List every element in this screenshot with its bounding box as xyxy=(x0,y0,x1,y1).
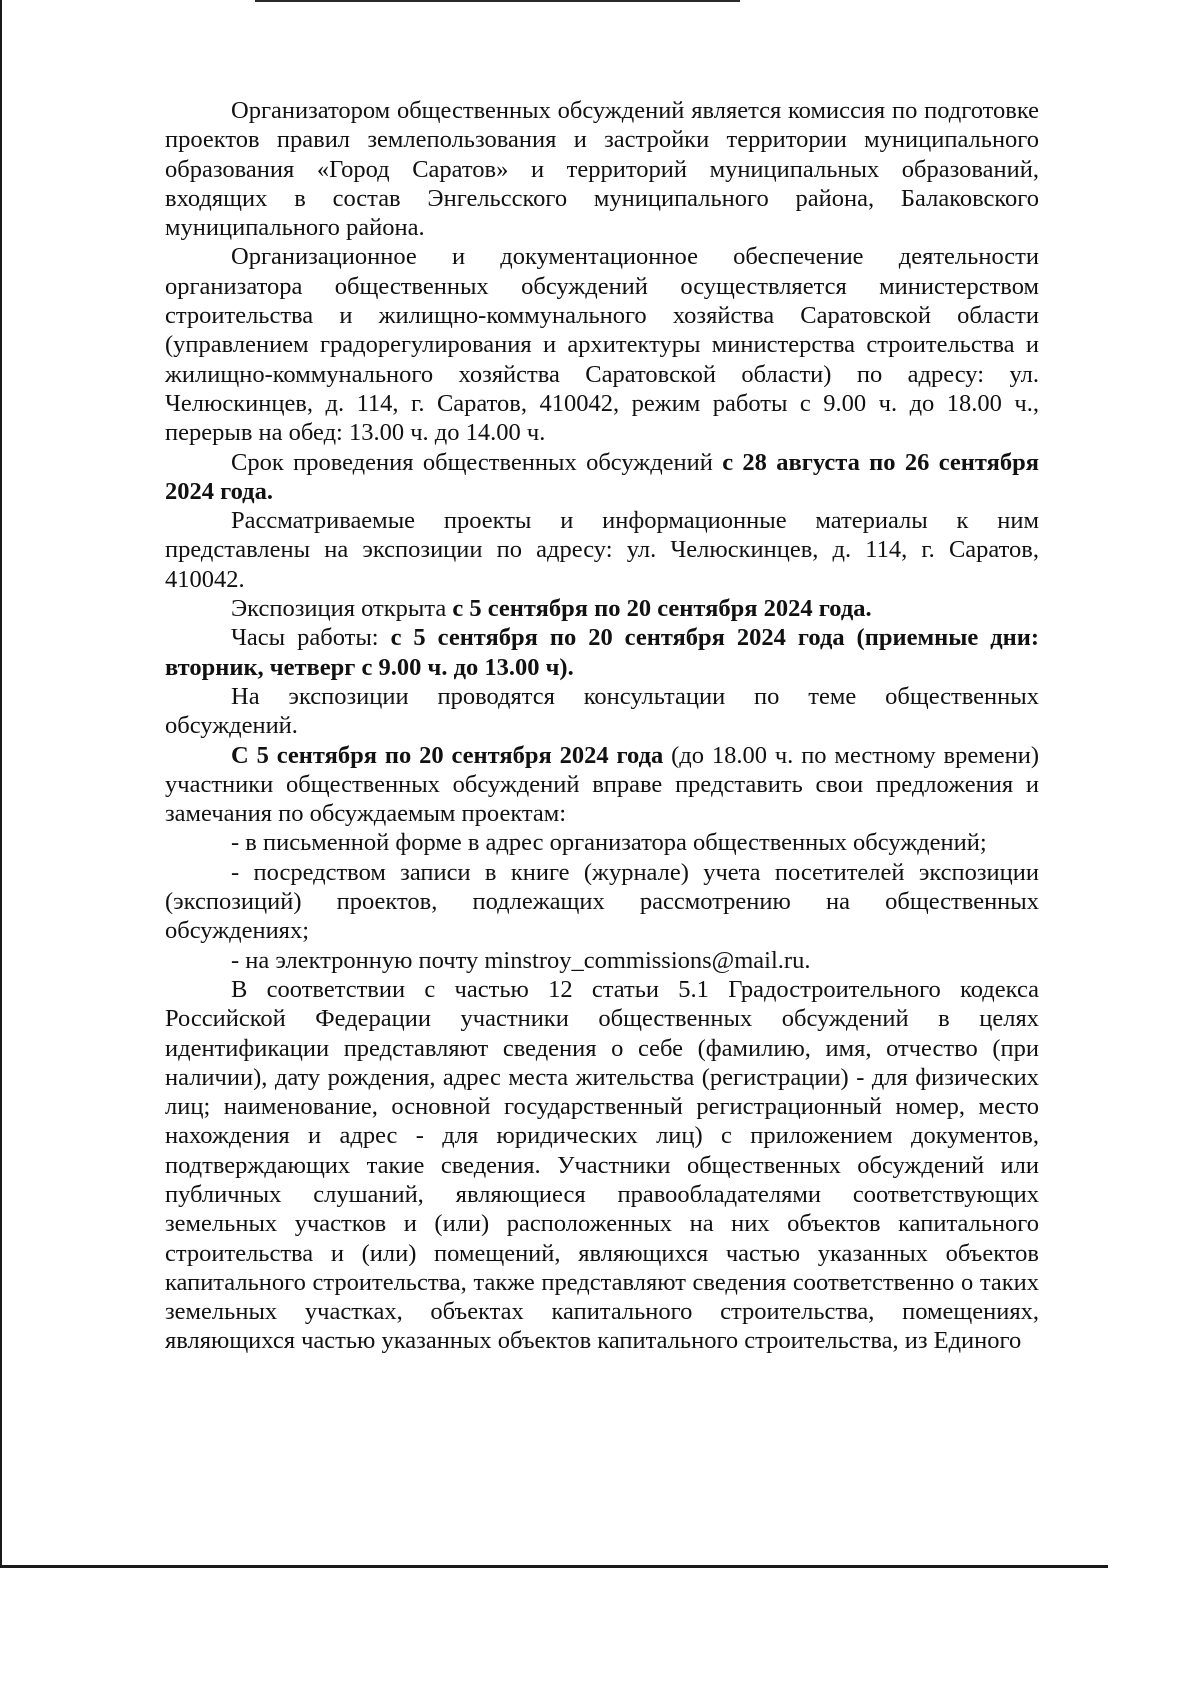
document-body xyxy=(165,96,1039,1356)
list-item-journal: - посредством записи в книге (журнале) учета посетителей экспозиции (экспозиций) проектов, подлежащих рассмотрению на общественных обсуждениях; xyxy=(165,858,1039,945)
paragraph-materials: Рассматриваемые проекты и информационные материалы к ним представлены на экспозиции по адресу: ул. Челюскинцев, д. 114, г. Саратов, 410042. xyxy=(165,507,1039,593)
exposition-text: Экспозиция открыта xyxy=(231,595,453,623)
list-item-email: - на электронную почту minstroy_commissions@mail.ru. xyxy=(231,946,811,974)
left-scan-border xyxy=(0,0,2,1568)
paragraph-support: Организационное и документационное обеспечение деятельности организатора общественных обсуждений осуществляется министерством строительства и жилищно-коммунального хозяйства Саратовской области (управлением градорегулирования и архитектуры министерства строительства и жилищно-коммунального хозяйства Саратовской области) по адресу: ул. Челюскинцев, д. 114, г. Саратов, 410042, режим работы с 9.00 ч. до 18.00 ч., перерыв на обед: 13.00 ч. до 14.00 ч. xyxy=(165,243,1039,447)
term-text: Срок проведения общественных обсуждений xyxy=(231,448,723,476)
paragraph-consultations: На экспозиции проводятся консультации по теме общественных обсуждений. xyxy=(165,682,1039,740)
paragraph-proposals xyxy=(165,741,1039,829)
hours-dates: с 5 сентября по 20 сентября 2024 года (приемные дни: вторник, четверг с 9.00 ч. до 13.00 ч). xyxy=(165,624,1040,681)
proposals-dates: С 5 сентября по 20 сентября 2024 года xyxy=(231,741,664,769)
proposals-text: (до 18.00 ч. по местному времени) участники общественных обсуждений вправе представить свои предложения и замечания по обсуждаемым проектам: xyxy=(165,741,1039,828)
term-dates: с 28 августа по 26 сентября 2024 года. xyxy=(165,448,1039,505)
paragraph-organizer: Организатором общественных обсуждений является комиссия по подготовке проектов правил землепользования и застройки территории муниципального образования «Город Саратов» и территорий муниципальных образований, входящих в состав Энгельсского муниципального района, Балаковского муниципального района. xyxy=(165,97,1039,242)
list-item-written: - в письменной форме в адрес организатора общественных обсуждений; xyxy=(231,829,987,857)
top-scan-rule xyxy=(255,0,740,2)
hours-text: Часы работы: xyxy=(231,624,391,652)
paragraph-working-hours xyxy=(165,623,1039,682)
bottom-scan-border xyxy=(0,1565,1108,1568)
paragraph-term xyxy=(165,448,1039,507)
exposition-dates: с 5 сентября по 20 сентября 2024 года. xyxy=(452,595,872,623)
paragraph-identification: В соответствии с частью 12 статьи 5.1 Градостроительного кодекса Российской Федерации участники общественных обсуждений в целях идентификации представляют сведения о себе (фамилию, имя, отчество (при наличии), дату рождения, адрес места жительства (регистрации) - для физических лиц; наименование, основной государственный регистрационный номер, место нахождения и адрес - для юридических лиц) с приложением документов, подтверждающих такие сведения. Участники общественных обсуждений или публичных слушаний, являющиеся правообладателями соответствующих земельных участков и (или) расположенных на них объектов капитального строительства и (или) помещений, являющихся частью указанных объектов капитального строительства, также представляют сведения соответственно о таких земельных участках, объектах капитального строительства, помещениях, являющихся частью указанных объектов капитального строительства, из Единого xyxy=(165,975,1039,1355)
paragraph-exposition-open xyxy=(165,594,1039,623)
